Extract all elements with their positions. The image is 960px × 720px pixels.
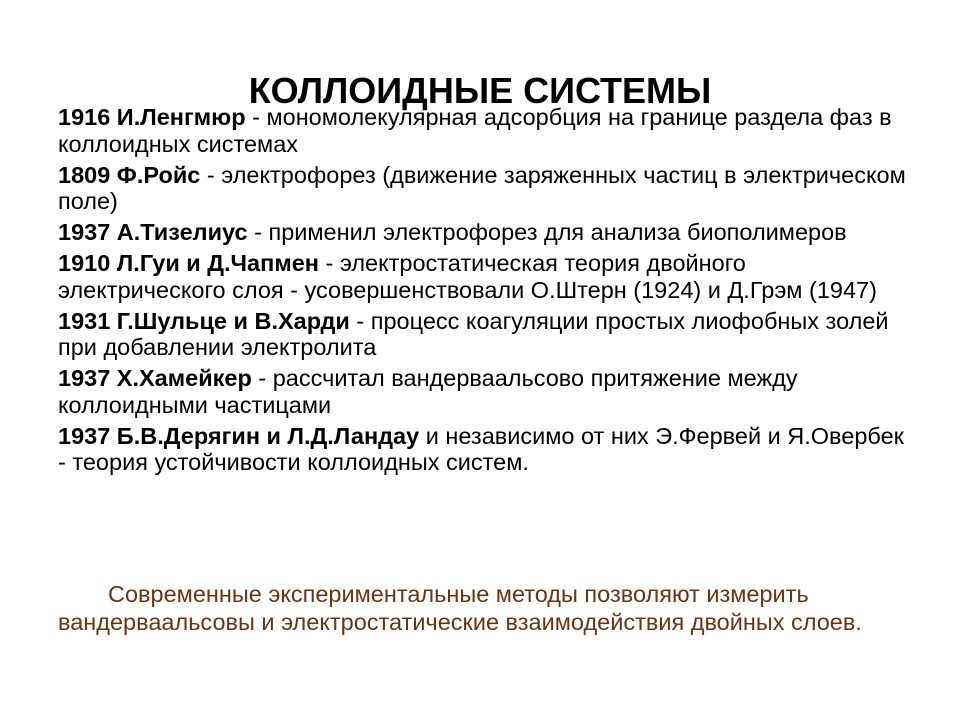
entry-description: - рассчитал вандерваальсово притяжение между коллоидными частицами (58, 365, 798, 418)
entry-author: 1931 Г.Шульце и В.Харди (58, 307, 350, 334)
entry-description: - применил электрофорез для анализа биополимеров (247, 219, 847, 245)
list-item (58, 250, 918, 303)
history-list (58, 104, 918, 480)
entry-author: 1809 Ф.Ройс (58, 161, 201, 188)
entry-description: - электростатическая теория двойного электрического слоя - усовершенствовали О.Штерн (1924) и Д.Грэм (1947) (58, 250, 877, 303)
conclusion-text: Современные экспериментальные методы позволяют измерить вандерваальсовы и электростатические взаимодействия двойных слоев. (58, 581, 862, 635)
entry-description: и независимо от них Э.Фервей и Я.Овербек - теория устойчивости коллоидных систем. (58, 422, 904, 475)
list-item (58, 308, 918, 361)
list-item (58, 219, 918, 246)
list-item (58, 104, 918, 157)
list-item (58, 162, 918, 215)
entry-author: 1937 Б.В.Дерягин и Л.Д.Ландау (58, 422, 420, 449)
entry-description: - процесс коагуляции простых лиофобных золей при добавлении электролита (58, 307, 889, 360)
entry-author: 1916 И.Ленгмюр (58, 104, 246, 130)
entry-description: - мономолекулярная адсорбция на границе раздела фаз в коллоидных системах (58, 104, 892, 157)
list-item (58, 423, 918, 476)
list-item (58, 365, 918, 418)
slide-title: КОЛЛОИДНЫЕ СИСТЕМЫ (248, 70, 712, 112)
entry-author: 1910 Л.Гуи и Д.Чапмен (58, 250, 319, 276)
entry-author: 1937 А.Тизелиус (58, 219, 248, 245)
entry-description: - электрофорез (движение заряженных частиц в электрическом поле) (58, 161, 906, 214)
entry-author: 1937 Х.Хамейкер (58, 365, 252, 391)
